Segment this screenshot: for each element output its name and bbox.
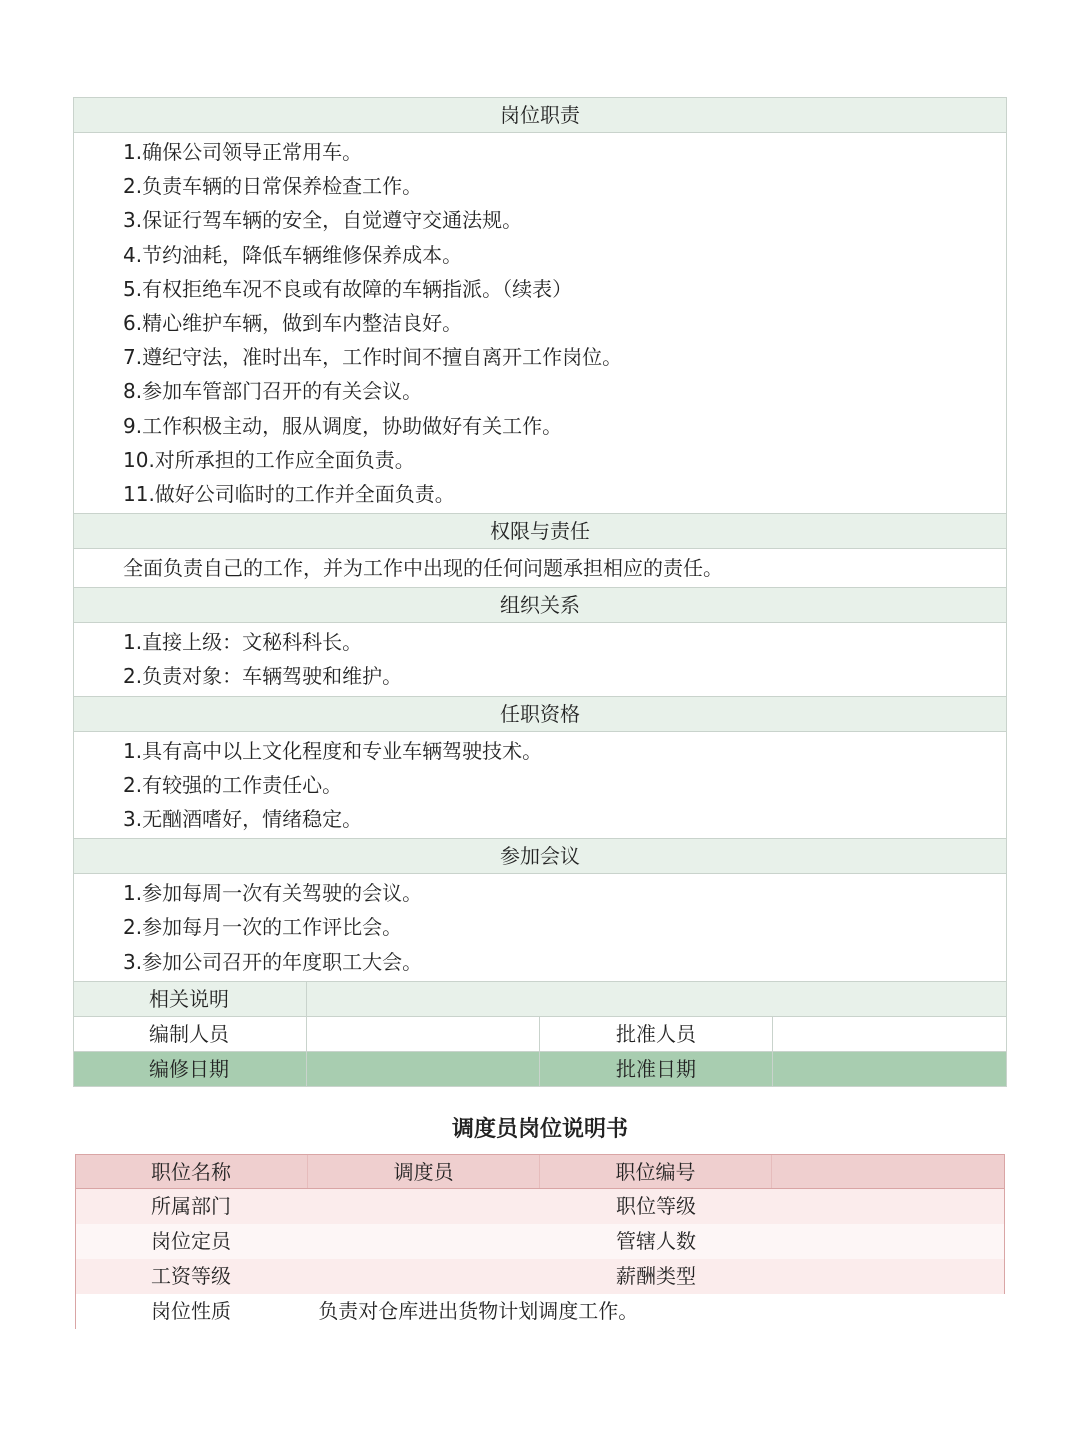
- list-item: 全面负责自己的工作，并为工作中出现的任何问题承担相应的责任。: [123, 556, 723, 581]
- list-item: 1.参加每周一次有关驾驶的会议。: [123, 881, 423, 906]
- approve-date-cell[interactable]: [773, 1052, 1006, 1086]
- position-code-label: 职位编号: [540, 1155, 772, 1188]
- approve-date-label: 批准日期: [540, 1052, 773, 1086]
- section-body-qualification: [74, 732, 1006, 840]
- list-item: 11.做好公司临时的工作并全面负责。: [123, 481, 455, 506]
- list-item: 2.参加每月一次的工作评比会。: [123, 915, 403, 940]
- section-heading-duties: 岗位职责: [74, 98, 1006, 133]
- approver-cell[interactable]: [773, 1017, 1006, 1051]
- table-row: [75, 1224, 1005, 1259]
- list-item: 1.确保公司领导正常用车。: [123, 140, 363, 164]
- dispatcher-job-description-table: [75, 1154, 1005, 1329]
- editor-label: 编制人员: [74, 1017, 307, 1051]
- position-name-value: 调度员: [308, 1155, 540, 1188]
- list-item: 9.工作积极主动，服从调度，协助做好有关工作。: [123, 413, 563, 438]
- dispatcher-doc-title: 调度员岗位说明书: [451, 1117, 628, 1142]
- list-item: 6.精心维护车辆，做到车内整洁良好。: [123, 310, 463, 335]
- table-row: [75, 1154, 1005, 1189]
- position-name-label: 职位名称: [76, 1155, 308, 1188]
- position-code-cell[interactable]: [772, 1155, 1004, 1188]
- list-item: 1.具有高中以上文化程度和专业车辆驾驶技术。: [123, 738, 543, 763]
- managed-count-cell[interactable]: [772, 1224, 1004, 1259]
- edit-date-label: 编修日期: [74, 1052, 307, 1086]
- related-notes-cell[interactable]: [307, 982, 1006, 1016]
- section-heading-qualification: 任职资格: [74, 697, 1006, 732]
- list-item: 2.负责对象：车辆驾驶和维护。: [123, 664, 403, 689]
- table-row: [75, 1189, 1005, 1224]
- section-heading-authority: 权限与责任: [74, 514, 1006, 549]
- list-item: 5.有权拒绝车况不良或有故障的车辆指派。（续表）: [123, 276, 573, 301]
- grade-cell[interactable]: [772, 1189, 1004, 1224]
- salary-grade-cell[interactable]: [308, 1259, 540, 1294]
- table-row: [75, 1294, 1005, 1329]
- list-item: 2.有较强的工作责任心。: [123, 772, 343, 797]
- table-row: [74, 982, 1006, 1017]
- table-row: [74, 1017, 1006, 1052]
- nature-value: 负责对仓库进出货物计划调度工作。: [318, 1299, 639, 1323]
- table-row: [74, 1052, 1006, 1086]
- editor-cell[interactable]: [307, 1017, 540, 1051]
- grade-label: 职位等级: [616, 1194, 697, 1218]
- table-row: [75, 1259, 1005, 1294]
- driver-job-description-table: [73, 97, 1007, 1087]
- pay-type-label: 薪酬类型: [616, 1264, 697, 1288]
- section-heading-organization: 组织关系: [74, 588, 1006, 623]
- section-body-organization: [74, 623, 1006, 696]
- section-body-duties: [74, 133, 1006, 514]
- staffing-label: 岗位定员: [151, 1229, 231, 1253]
- managed-count-label: 管辖人数: [616, 1229, 697, 1253]
- section-body-authority: [74, 549, 1006, 588]
- staffing-cell[interactable]: [308, 1224, 540, 1259]
- list-item: 1.直接上级：文秘科科长。: [123, 630, 363, 655]
- department-label: 所属部门: [151, 1194, 231, 1218]
- related-notes-label: 相关说明: [74, 982, 307, 1016]
- list-item: 3.保证行驾车辆的安全，自觉遵守交通法规。: [123, 208, 523, 233]
- section-body-meetings: [74, 874, 1006, 982]
- list-item: 7.遵纪守法，准时出车，工作时间不擅自离开工作岗位。: [123, 345, 623, 370]
- nature-label: 岗位性质: [151, 1299, 231, 1323]
- salary-grade-label: 工资等级: [151, 1264, 231, 1288]
- approver-label: 批准人员: [540, 1017, 773, 1051]
- section-heading-meetings: 参加会议: [74, 839, 1006, 874]
- list-item: 10.对所承担的工作应全面负责。: [123, 447, 415, 472]
- department-cell[interactable]: [308, 1189, 540, 1224]
- list-item: 3.无酗酒嗜好，情绪稳定。: [123, 807, 363, 831]
- list-item: 3.参加公司召开的年度职工大会。: [123, 949, 423, 974]
- list-item: 4.节约油耗，降低车辆维修保养成本。: [123, 242, 463, 267]
- list-item: 2.负责车辆的日常保养检查工作。: [123, 174, 423, 199]
- list-item: 8.参加车管部门召开的有关会议。: [123, 379, 423, 404]
- pay-type-cell[interactable]: [772, 1259, 1004, 1294]
- edit-date-cell[interactable]: [307, 1052, 540, 1086]
